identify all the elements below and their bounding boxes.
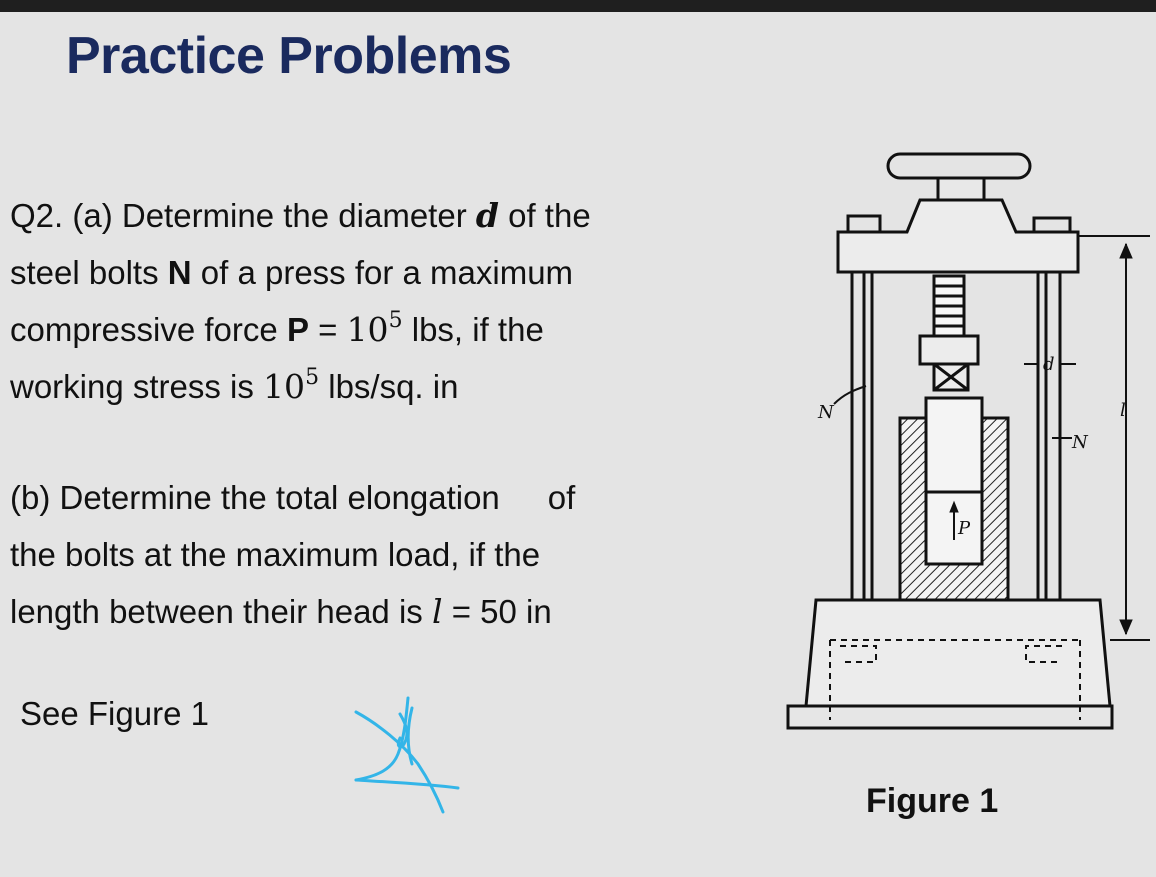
part-a-prefix: Q2. (a) Determine the diameter	[10, 197, 476, 234]
press-diagram	[780, 140, 1150, 740]
figure-caption: Figure 1	[866, 782, 999, 820]
base	[806, 600, 1110, 706]
part-a-line-4	[10, 358, 750, 415]
symbol-P: P	[286, 311, 309, 348]
part-a-line2-after: of a press for a maximum	[191, 254, 574, 291]
part-b-line-3	[10, 583, 750, 640]
part-b-line1-text: (b) Determine the total elongation	[10, 479, 500, 516]
label-l: l	[1120, 400, 1126, 421]
part-b-line-2: the bolts at the maximum load, if the	[10, 536, 541, 573]
label-N-left: N	[818, 402, 834, 423]
stress-base: 10	[263, 367, 306, 406]
part-a-line4-after: lbs/sq. in	[319, 368, 459, 405]
base-plate	[788, 706, 1112, 728]
part-a-line-3	[10, 301, 750, 358]
part-a-after-d: of the	[498, 197, 591, 234]
force-exponent: 5	[388, 308, 403, 333]
stress-exponent: 5	[305, 365, 320, 390]
symbol-N: N	[167, 254, 192, 291]
question-part-b	[10, 469, 750, 640]
handwritten-annotation	[348, 684, 468, 824]
see-figure-text: See Figure 1	[20, 695, 209, 732]
part-a-line-2	[10, 244, 750, 301]
part-a-line3-eq: =	[308, 311, 347, 348]
label-N-right: N	[1072, 432, 1088, 453]
crossbeam	[838, 200, 1078, 272]
slide	[0, 12, 1156, 877]
part-a-line3-after: lbs, if the	[402, 311, 544, 348]
part-a-line3-before: compressive force	[10, 311, 287, 348]
part-b-line1-end: of	[547, 479, 576, 516]
part-b-line-1	[10, 469, 750, 526]
symbol-d: d	[475, 196, 499, 235]
part-a-line4-before: working stress is	[10, 368, 264, 405]
handle-bar	[888, 154, 1030, 178]
question-part-a	[10, 187, 750, 415]
symbol-l: l	[431, 592, 443, 631]
screw-collar	[920, 336, 978, 364]
label-P: P	[958, 518, 971, 539]
part-a-line2-before: steel bolts	[10, 254, 168, 291]
right-nut	[1034, 218, 1070, 232]
part-b-line3-after: = 50 in	[442, 593, 552, 630]
force-base: 10	[346, 310, 389, 349]
part-b-line3-before: length between their head is	[10, 593, 432, 630]
slide-title: Practice Problems	[66, 27, 512, 85]
left-nut	[848, 216, 880, 232]
part-a-line-1	[10, 187, 750, 244]
label-d: d	[1043, 354, 1055, 375]
